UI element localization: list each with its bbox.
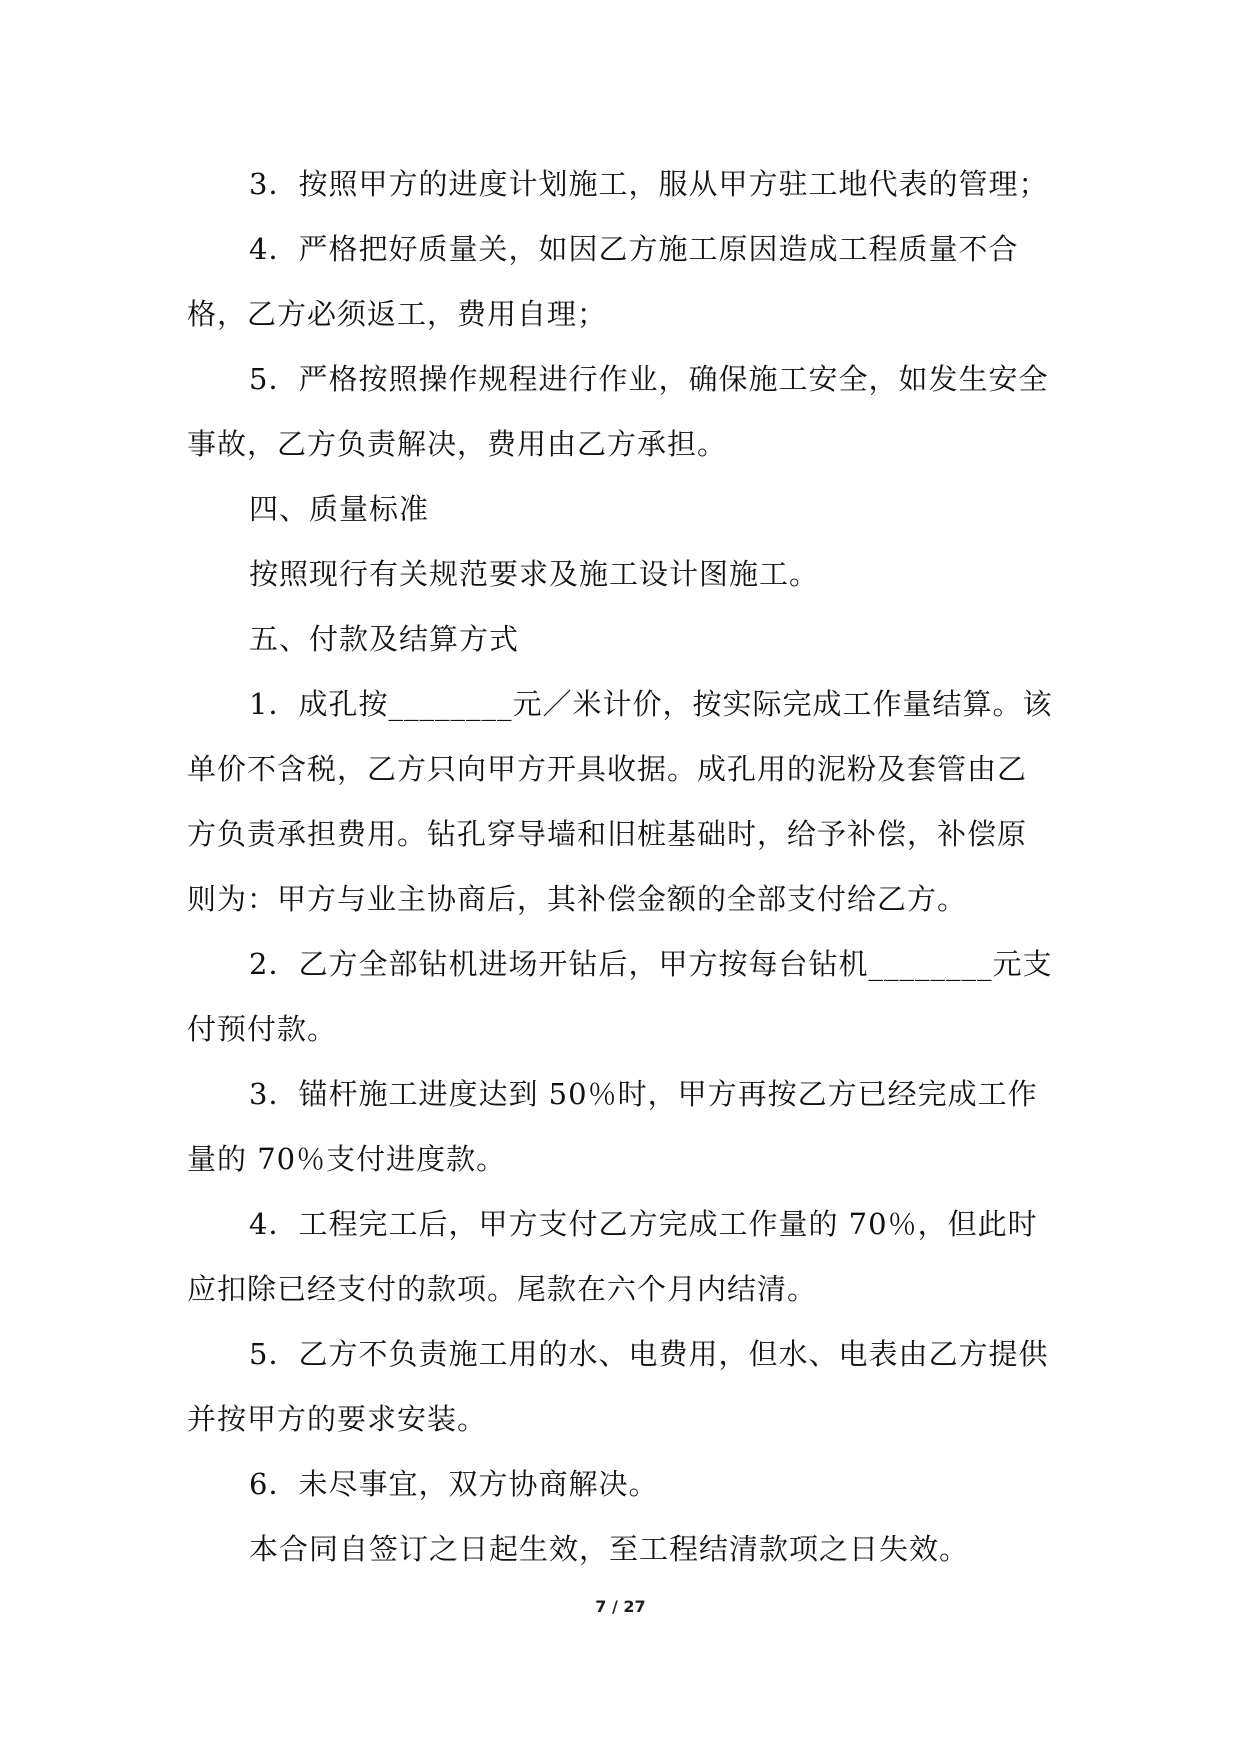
paragraph-clause-5: 5．严格按照操作规程进行作业，确保施工安全，如发生安全事故，乙方负责解决，费用由乙方承担。 bbox=[187, 362, 1049, 461]
page-number: 7 / 27 bbox=[595, 1597, 646, 1616]
paragraph-effective-date: 本合同自签订之日起生效，至工程结清款项之日失效。 bbox=[249, 1532, 970, 1566]
paragraph-payment-2: 2．乙方全部钻机进场开钻后，甲方按每台钻机________元支付预付款。 bbox=[187, 947, 1053, 1046]
paragraph-payment-1: 1．成孔按________元／米计价，按实际完成工作量结算。该单价不含税，乙方只向甲方开具收据。成孔用的泥粉及套管由乙方负责承担费用。钻孔穿导墙和旧桩基础时，给予补偿，补偿原则为：甲方与业主协商后，其补偿金额的全部支付给乙方。 bbox=[187, 687, 1053, 916]
paragraph-clause-4: 4．严格把好质量关，如因乙方施工原因造成工程质量不合格，乙方必须返工，费用自理； bbox=[187, 232, 1019, 331]
paragraph-clause-3: 3．按照甲方的进度计划施工，服从甲方驻工地代表的管理； bbox=[249, 167, 1049, 201]
paragraph-payment-5: 5．乙方不负责施工用的水、电费用，但水、电表由乙方提供并按甲方的要求安装。 bbox=[187, 1337, 1049, 1436]
document-body bbox=[187, 152, 1055, 1582]
paragraph-payment-6: 6．未尽事宜，双方协商解决。 bbox=[249, 1467, 659, 1501]
section-heading-quality-standard: 四、质量标准 bbox=[249, 492, 430, 526]
section-heading-payment: 五、付款及结算方式 bbox=[249, 622, 520, 656]
paragraph-payment-3: 3．锚杆施工进度达到 50％时，甲方再按乙方已经完成工作量的 70％支付进度款。 bbox=[187, 1077, 1038, 1176]
paragraph-payment-4: 4．工程完工后，甲方支付乙方完成工作量的 70％，但此时应扣除已经支付的款项。尾款在六个月内结清。 bbox=[187, 1207, 1038, 1306]
paragraph-quality-standard: 按照现行有关规范要求及施工设计图施工。 bbox=[249, 557, 820, 591]
